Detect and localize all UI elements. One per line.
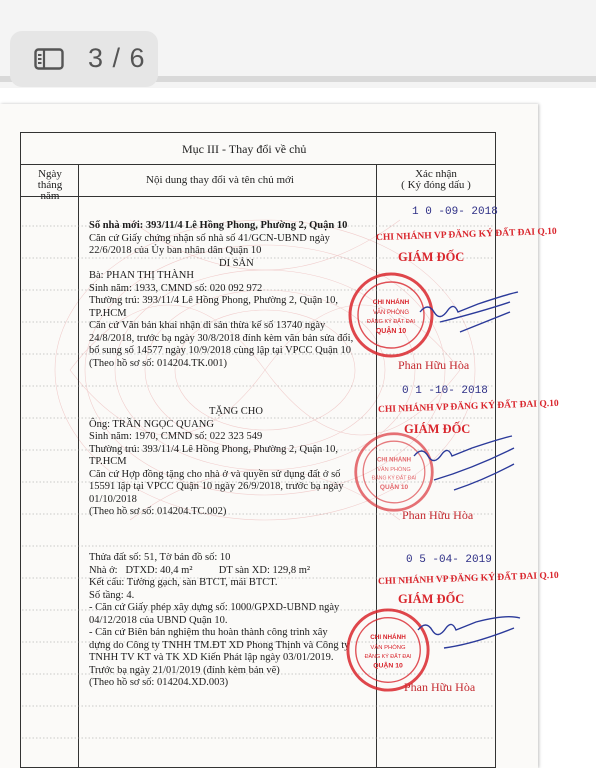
page-indicator-button[interactable] <box>10 31 158 87</box>
section-title: Mục III - Thay đổi về chủ <box>182 142 307 156</box>
seal-text: QUẬN 10 <box>375 328 407 335</box>
seal-text: VĂN PHÒNG <box>377 467 411 474</box>
entry-line: TP.HCM <box>89 307 127 319</box>
entry-1-signer: Phan Hữu Hòa <box>398 358 470 372</box>
confirm-header-line: ( Ký đóng dấu ) <box>401 179 471 191</box>
entry-line: TP.HCM <box>89 456 127 467</box>
entry-line: Căn cứ Văn bản khai nhận di sản thừa kế số 13740 ngày <box>89 320 326 331</box>
seal-text: QUẬN 10 <box>373 662 403 670</box>
entry-line: Kết cấu: Tường gạch, sàn BTCT, mái BTCT. <box>89 577 278 588</box>
entry-line: Sinh năm: 1970, CMND số: 022 323 549 <box>89 431 263 442</box>
entry-line: 22/6/2018 của Ủy ban nhân dân Quận 10 <box>89 245 262 256</box>
entry-1-text <box>89 220 353 370</box>
entry-3-title: GIÁM ĐỐC <box>398 592 465 606</box>
signature-1 <box>380 282 530 362</box>
entry-line: Sinh năm: 1933, CMND số: 020 092 972 <box>89 282 263 294</box>
entry-line: dựng do Công ty TNHH TM.ĐT XD Phong Thịnh và Công ty <box>89 639 350 651</box>
entry-line: Số nhà mới: 393/11/4 Lê Hồng Phong, Phường 2, Quận 10 <box>89 220 348 231</box>
confirm-column-header <box>382 169 490 191</box>
signature-2 <box>384 430 534 510</box>
entry-line: (Theo hồ sơ số: 014204.TK.001) <box>89 357 227 369</box>
entry-heading: TẶNG CHO <box>209 406 263 417</box>
entry-3-date-stamp: 0 5 -04- 2019 <box>406 554 492 566</box>
entry-line: - Căn cứ Giấy phép xây dựng số: 1000/GPXD-UBND ngày <box>89 602 340 613</box>
entry-1-office: CHI NHÁNH VP ĐĂNG KÝ ĐẤT ĐAI Q.10 <box>375 226 557 244</box>
entry-3-text <box>89 552 349 690</box>
entry-2-text <box>89 406 344 519</box>
entry-line: Bà: PHAN THỊ THÀNH <box>89 270 194 281</box>
entry-line: Thường trú: 393/11/4 Lê Hồng Phong, Phường 2, Quận 10, <box>89 295 339 306</box>
seal-text: VĂN PHÒNG <box>372 310 410 316</box>
content-column-header: Nội dung thay đổi và tên chủ mới <box>146 174 294 186</box>
date-header-line: năm <box>40 190 60 202</box>
seal-text: ĐĂNG KÝ ĐẤT ĐAI <box>364 653 412 660</box>
entry-line: Ông: TRẦN NGỌC QUANG <box>89 418 214 430</box>
seal-text: QUẬN 10 <box>379 483 409 491</box>
entry-line: - Căn cứ Biên bản nghiệm thu hoàn thành công trình xây <box>89 627 328 638</box>
entry-3-signer: Phan Hữu Hòa <box>404 680 476 694</box>
seal-text: CHI NHÁNH <box>377 457 411 464</box>
entry-line: Căn cứ Giấy chứng nhận số nhà số 41/GCN-UBND ngày <box>89 232 330 244</box>
sidebar-toggle-icon[interactable] <box>34 48 64 70</box>
confirm-header-line: Xác nhận <box>415 168 457 180</box>
entry-line: Căn cứ Hợp đồng tặng cho nhà ở và quyền sử dụng đất ở số <box>89 468 341 480</box>
entry-2-title: GIÁM ĐỐC <box>404 422 471 436</box>
entry-line: 15591 lập tại VPCC Quận 10 ngày 26/9/2018, trước bạ ngày <box>89 481 344 492</box>
seal-text: VĂN PHÒNG <box>370 645 406 652</box>
entry-line: TNHH TV KT và TK XD Kiến Phát lập ngày 03/01/2019. <box>89 652 334 663</box>
table-rule <box>20 164 496 165</box>
entry-heading: DI SẢN <box>219 257 254 269</box>
entry-2-date-stamp: 0 1 -10- 2018 <box>402 385 488 397</box>
entry-line: Nhà ở: DTXD: 40,4 m² DT sàn XD: 129,8 m² <box>89 564 311 576</box>
entry-line: Thửa đất số: 51, Tờ bản đồ số: 10 <box>89 552 231 563</box>
page-count: 3 / 6 <box>88 43 146 73</box>
seal-text: ĐĂNG KÝ ĐẤT ĐAI <box>371 475 417 482</box>
entry-2-office: CHI NHÁNH VP ĐĂNG KÝ ĐẤT ĐAI Q.10 <box>377 398 559 416</box>
seal-text: CHI NHÁNH <box>370 634 406 642</box>
entry-line: 24/8/2018, trước bạ ngày 30/8/2018 đính kèm văn bản sửa đổi, <box>89 332 354 344</box>
entry-1-title: GIÁM ĐỐC <box>398 250 465 264</box>
entry-line: Trước bạ ngày 21/01/2019 (đính kèm bản vẽ) <box>89 664 280 676</box>
entry-line: (Theo hồ sơ số: 014204.XD.003) <box>89 677 229 688</box>
entry-line: (Theo hồ sơ số: 014204.TC.002) <box>89 506 227 517</box>
entry-line: Số tầng: 4. <box>89 589 135 601</box>
entry-line: Thường trú: 393/11/4 Lê Hồng Phong, Phường 2, Quận 10, <box>89 443 339 455</box>
seal-text: ĐĂNG KÝ ĐẤT ĐAI <box>367 319 415 325</box>
signature-3 <box>384 604 534 684</box>
date-header-line: Ngày tháng <box>37 168 63 191</box>
entry-line: bổ sung số 14577 ngày 10/9/2018 cùng lập tại VPCC Quận 10 <box>89 345 352 356</box>
entry-line: 04/12/2018 của UBND Quận 10. <box>89 614 228 626</box>
entry-line: 01/10/2018 <box>89 493 137 505</box>
entry-2-signer: Phan Hữu Hòa <box>402 508 474 522</box>
seal-text: CHI NHÁNH <box>372 299 410 306</box>
entry-1-date-stamp: 1 0 -09- 2018 <box>412 206 498 218</box>
entry-3-office: CHI NHÁNH VP ĐĂNG KÝ ĐẤT ĐAI Q.10 <box>377 570 559 588</box>
